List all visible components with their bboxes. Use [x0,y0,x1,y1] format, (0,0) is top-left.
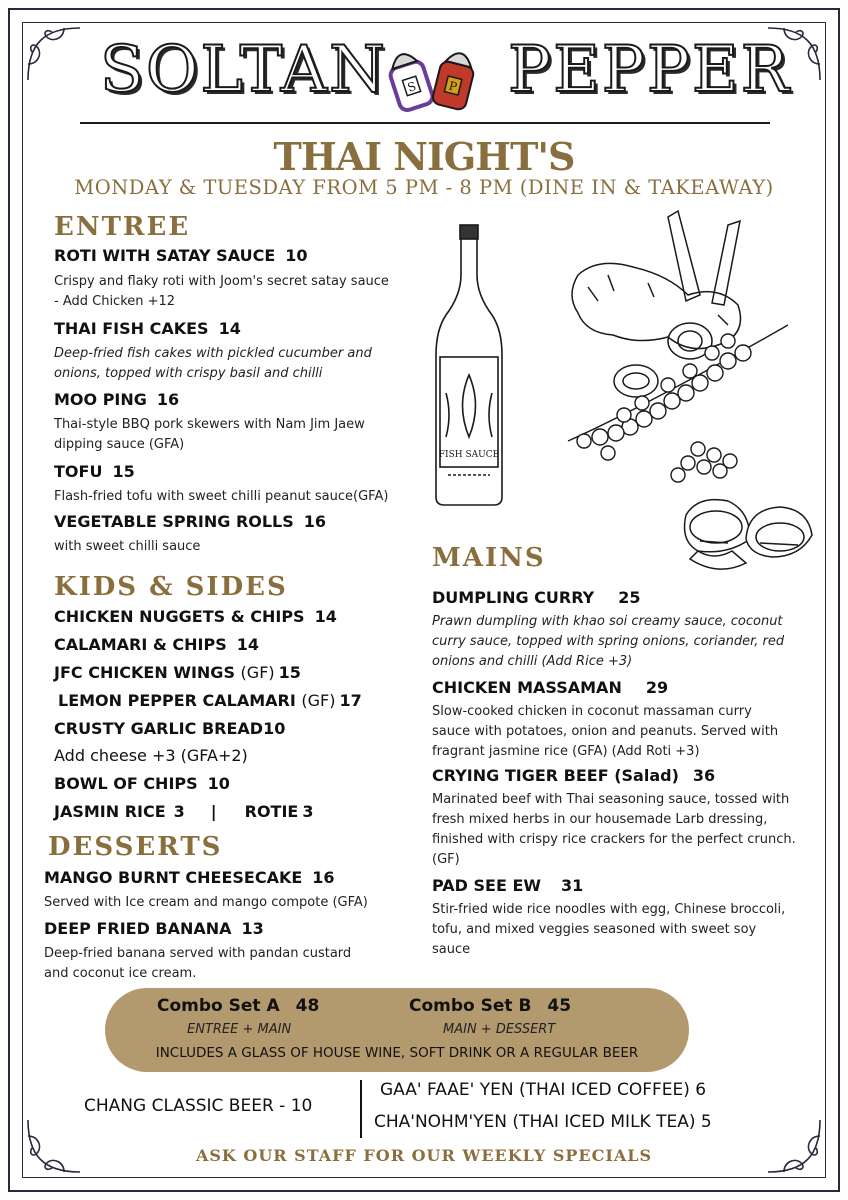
event-title: THAI NIGHT'S [273,134,575,179]
desc-line: Served with Ice cream and mango compote (GFA) [44,895,368,910]
corner-flourish-icon [24,24,84,84]
desc-line: curry sauce, topped with spring onions, coriander, red [432,634,785,649]
footer-specials-note: ASK OUR STAFF FOR OUR WEEKLY SPECIALS [195,1146,653,1165]
combo-a-title [157,996,319,1016]
section-title-mains: MAINS [432,543,546,573]
desc-line: Thai-style BBQ pork skewers with Nam Jim Jaew [54,417,365,432]
combo-name: Combo Set B [409,996,532,1016]
combo-price: 45 [547,996,572,1016]
section-title-entree: ENTREE [54,212,191,242]
menu-item-title [44,868,335,887]
combo-banner [105,988,689,1072]
item-price: 10 [207,774,230,793]
item-description [432,790,796,870]
brand-name-left: SOLTAN [100,33,387,107]
desc-line: and coconut ice cream. [44,966,197,981]
combo-price: 48 [295,996,320,1016]
combo-a-subtitle: ENTREE + MAIN [187,1022,292,1037]
coconut-icon [685,500,813,570]
desc-line: Prawn dumpling with khao soi creamy sauce, coconut [432,614,783,629]
menu-item-title [54,663,301,682]
desc-line: Deep-fried banana served with pandan custard [44,946,352,961]
item-price: 10 [285,246,308,265]
desc-line: onions, topped with crispy basil and chilli [54,366,323,381]
item-description [54,415,365,455]
combo-name: Combo Set A [157,996,280,1016]
desc-line: Flash-fried tofu with sweet chilli peanut sauce(GFA) [54,489,389,504]
item-name: CRUSTY GARLIC BREAD [54,719,264,738]
item-price: 14 [314,607,337,626]
item-name: MANGO BURNT CHEESECAKE [44,868,303,887]
desc-line: sauce with potatoes, onion and peanuts. Served with [432,724,779,739]
menu-item-title [432,766,715,785]
drink-thai-iced-coffee: GAA' FAAE' YEN (THAI ICED COFFEE) 6 [380,1080,707,1100]
desc-line: Stir-fried wide rice noodles with egg, Chinese broccoli, [432,902,786,917]
item-name: TOFU [54,462,103,481]
header-divider [80,122,770,124]
item-price: 17 [339,691,362,710]
item-description [44,944,351,984]
item-price: 16 [303,512,327,531]
item-description [432,612,784,672]
menu-item-title [54,462,135,481]
item-name: BOWL OF CHIPS [54,774,198,793]
drinks-divider [360,1080,362,1138]
menu-item-title [54,635,259,654]
item-name: JASMIN RICE [54,802,166,821]
item-price: 16 [156,390,180,409]
item-description [54,344,372,384]
desc-line: fresh mixed herbs in our housemade Larb dressing, [432,812,768,827]
item-price: 25 [618,588,641,607]
item-description [44,893,368,913]
item-name: VEGETABLE SPRING ROLLS [54,512,294,531]
item-name: CRYING TIGER BEEF (Salad) [432,766,679,785]
menu-item-title [54,774,230,793]
add-cheese-note: Add cheese +3 (GFA+2) [54,746,248,765]
menu-item-title [432,876,583,895]
menu-item-title [54,390,179,409]
desc-line: tofu, and mixed veggies seasoned with sweet soy [432,922,757,937]
item-price: 31 [561,876,584,895]
desc-line: with sweet chilli sauce [54,539,201,554]
desc-line: sauce [432,942,471,957]
ingredients-illustration [428,205,818,585]
item-name: DEEP FRIED BANANA [44,919,232,938]
item-name: CHICKEN MASSAMAN [432,678,622,697]
desc-line: dipping sauce (GFA) [54,437,185,452]
shaker-s-label: S [405,78,418,95]
desc-line: onions and chilli (Add Rice +3) [432,654,633,669]
item-price: 16 [312,868,335,887]
item-separator: | [210,802,217,821]
combo-b-subtitle: MAIN + DESSERT [443,1022,556,1037]
menu-item-title [432,678,668,697]
item-price: 13 [241,919,264,938]
menu-item-title [54,319,241,338]
desc-line: Slow-cooked chicken in coconut massaman curry [432,704,752,719]
desc-line: Crispy and flaky roti with Joom's secret satay sauce [54,274,389,289]
item-name: CHICKEN NUGGETS & CHIPS [54,607,305,626]
salt-pepper-shakers-logo [374,34,492,114]
menu-item-title [54,719,285,738]
item-description [432,702,778,762]
item-description [54,487,388,507]
item-name: THAI FISH CAKES [54,319,209,338]
item-name: ROTIE [244,802,299,821]
desc-line: finished with crispy rice crackers for the perfect crunch. [432,832,796,847]
item-name: ROTI WITH SATAY SAUCE [54,246,276,265]
menu-item-title [54,512,326,531]
desc-line: Deep-fried fish cakes with pickled cucumber and [54,346,372,361]
item-price: 3 [302,802,314,821]
shaker-p-label: P [447,78,459,95]
drink-beer: CHANG CLASSIC BEER - 10 [84,1096,313,1116]
item-price: 15 [112,462,135,481]
item-description [54,272,389,312]
menu-item-title [54,802,313,821]
pepper-berries-icon [568,325,788,482]
item-name: MOO PING [54,390,147,409]
menu-item-title [54,246,308,265]
section-title-desserts: DESSERTS [48,832,223,862]
menu-item-title [58,691,362,710]
item-price: 29 [645,678,669,697]
item-description [54,537,200,557]
desc-line: fragrant jasmine rice (GFA) (Add Roti +3) [432,744,700,759]
item-price: 14 [218,319,241,338]
item-price: 14 [236,635,259,654]
menu-item-title [432,588,641,607]
item-description [432,900,785,960]
item-name: LEMON PEPPER CALAMARI [58,691,296,710]
item-tag: (GF) [301,691,336,710]
item-tag: (GF) [240,663,275,682]
combo-note: INCLUDES A GLASS OF HOUSE WINE, SOFT DRINK OR A REGULAR BEER [155,1045,639,1061]
brand-name-right: PEPPER [508,33,791,107]
fish-sauce-bottle-icon [428,205,818,585]
item-name: CALAMARI & CHIPS [54,635,227,654]
desc-line: Marinated beef with Thai seasoning sauce, tossed with [432,792,790,807]
drink-thai-iced-milk-tea: CHA'NOHM'YEN (THAI ICED MILK TEA) 5 [374,1112,712,1132]
menu-item-title [44,919,264,938]
event-subtitle: MONDAY & TUESDAY FROM 5 PM - 8 PM (DINE IN & TAKEAWAY) [74,176,774,199]
item-price: 3 [173,802,185,821]
item-name: PAD SEE EW [432,876,542,895]
item-price: 36 [692,766,716,785]
combo-b-title [409,996,571,1016]
item-price: 10 [263,719,286,738]
section-title-kids-sides: KIDS & SIDES [54,572,288,602]
item-name: DUMPLING CURRY [432,588,595,607]
menu-item-title [54,607,337,626]
bottle-label: FISH SAUCE [438,450,500,460]
desc-line: (GF) [432,852,460,867]
item-name: JFC CHICKEN WINGS [54,663,235,682]
desc-line: - Add Chicken +12 [54,294,176,309]
item-price: 15 [278,663,301,682]
